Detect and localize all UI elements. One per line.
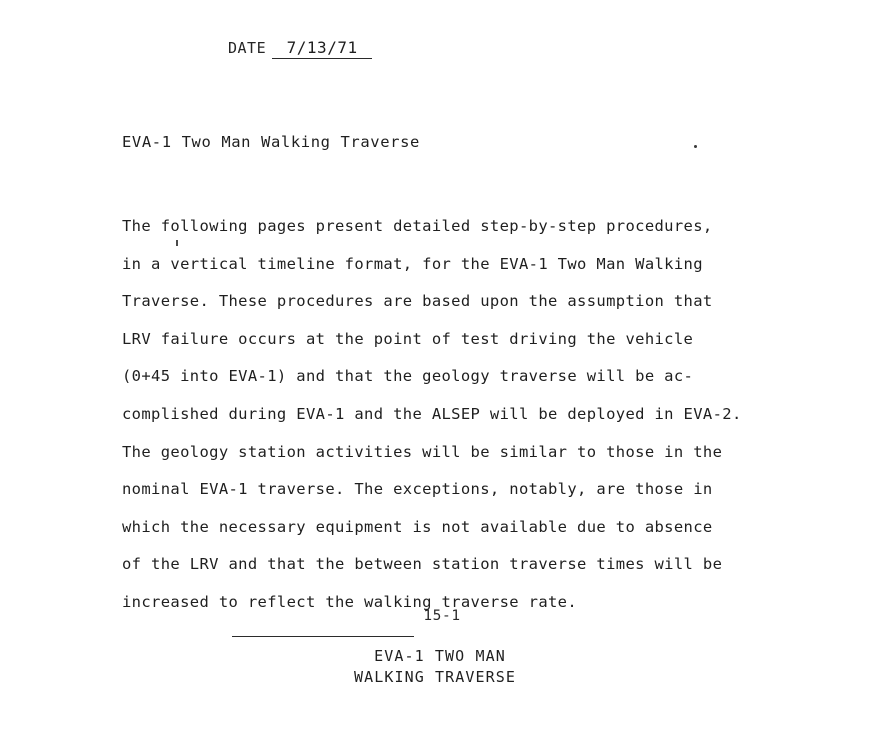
page-number bbox=[0, 608, 870, 624]
body-paragraph bbox=[122, 208, 742, 622]
body-line: increased to reflect the walking traverse rate. bbox=[122, 592, 578, 611]
body-line: which the necessary equipment is not available due to absence bbox=[122, 517, 713, 536]
page-title: EVA-1 Two Man Walking Traverse bbox=[122, 133, 420, 151]
body-line: Traverse. These procedures are based upon the assumption that bbox=[122, 292, 713, 311]
body-line: (0+45 into EVA-1) and that the geology traverse will be ac- bbox=[122, 367, 694, 386]
body-line: complished during EVA-1 and the ALSEP will be deployed in EVA-2. bbox=[122, 404, 742, 423]
date-value-underline bbox=[272, 38, 372, 59]
date-label: DATE bbox=[228, 39, 267, 57]
body-line: LRV failure occurs at the point of test driving the vehicle bbox=[122, 329, 694, 348]
date-value: 7/13/71 bbox=[286, 38, 358, 57]
footer-line: WALKING TRAVERSE bbox=[353, 668, 517, 686]
body-line: The geology station activities will be similar to those in the bbox=[122, 442, 723, 461]
body-line: in a vertical timeline format, for the EVA-1 Two Man Walking bbox=[122, 254, 703, 273]
footer-line: EVA-1 TWO MAN bbox=[374, 647, 506, 665]
footer-divider bbox=[232, 636, 414, 637]
body-line: of the LRV and that the between station traverse times will be bbox=[122, 555, 723, 574]
body-line: The following pages present detailed step-by-step procedures, bbox=[122, 217, 713, 235]
date-field-row bbox=[228, 38, 372, 59]
body-line: nominal EVA-1 traverse. The exceptions, notably, are those in bbox=[122, 480, 713, 499]
stray-mark-dot bbox=[694, 145, 697, 148]
page-footer bbox=[0, 646, 870, 688]
page-number-value: 15-1 bbox=[423, 608, 461, 624]
